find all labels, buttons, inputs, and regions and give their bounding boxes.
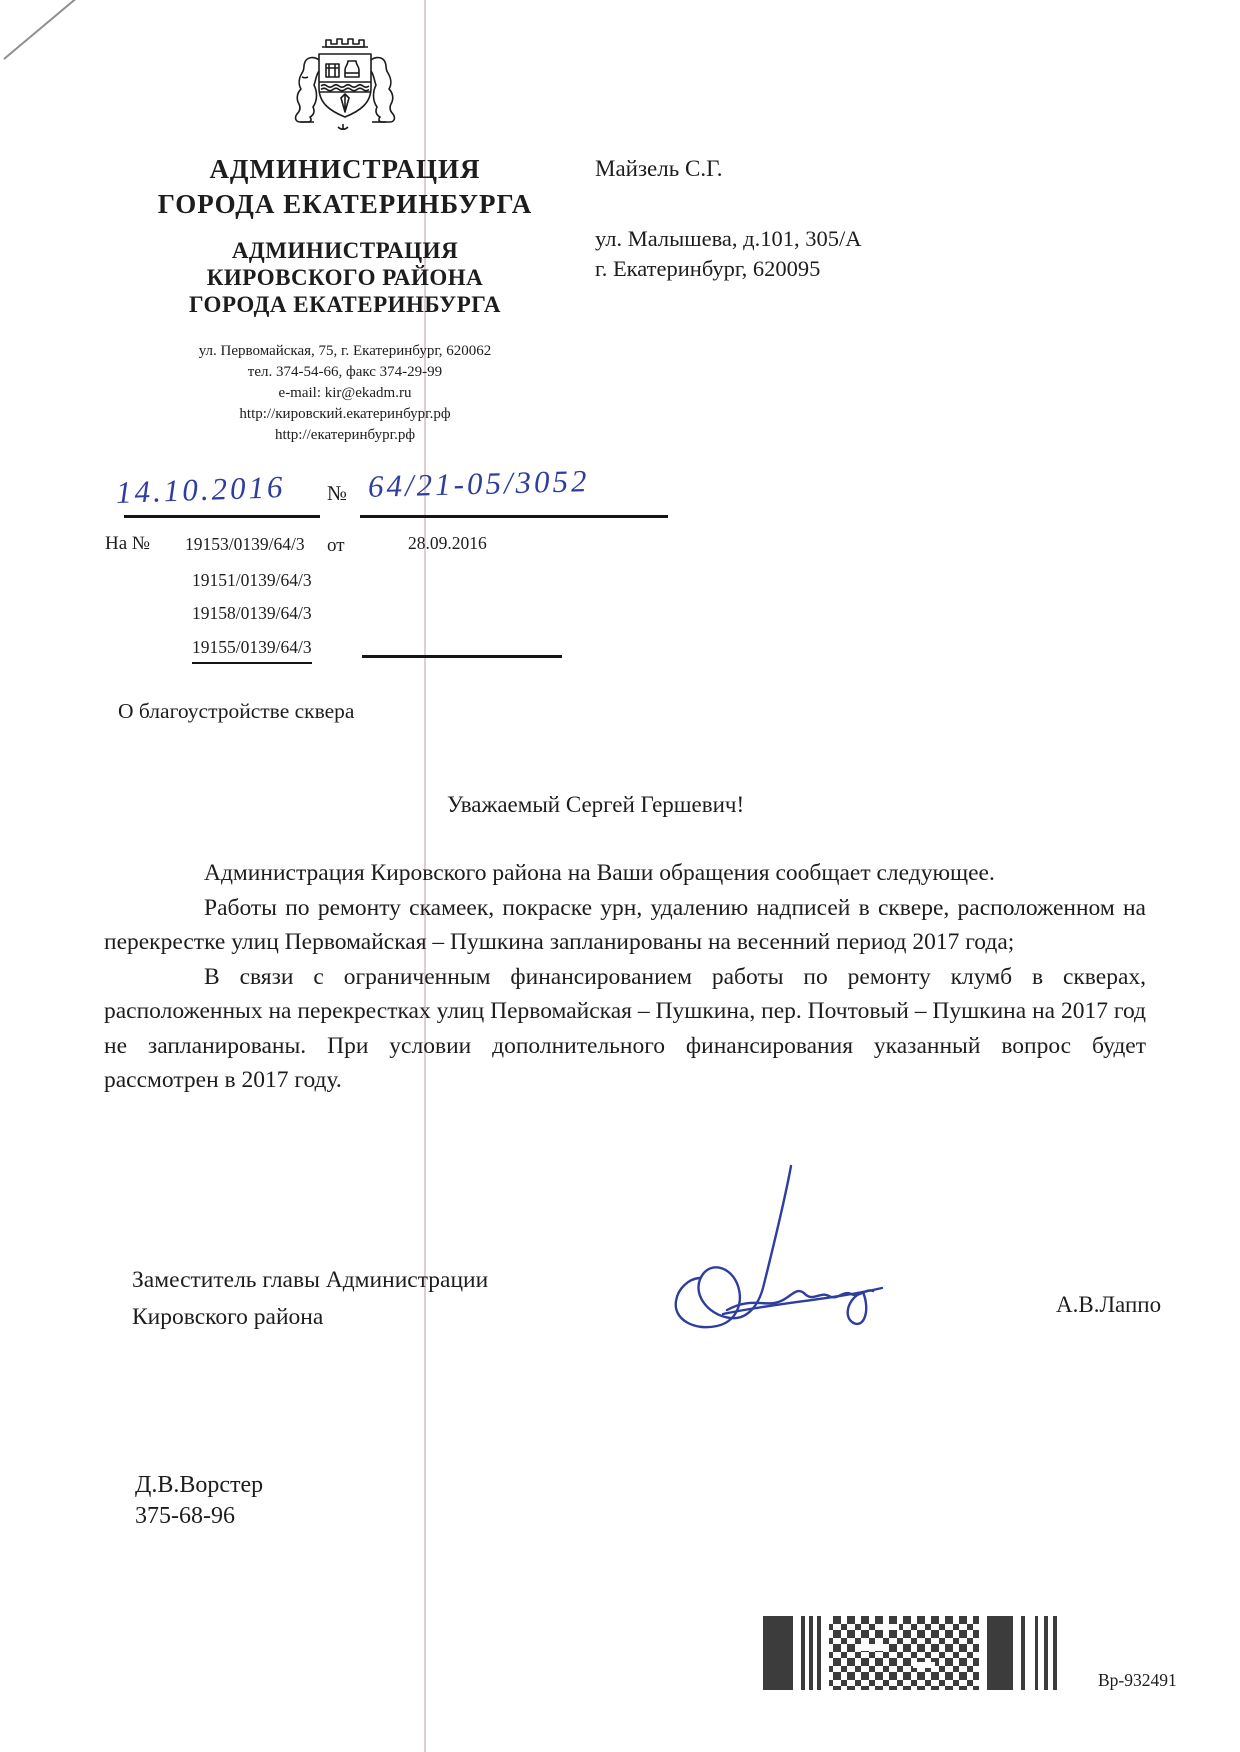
yekaterinburg-coat-of-arms-icon	[287, 30, 399, 141]
incoming-number-4: 19155/0139/64/3	[192, 637, 312, 664]
org-url-city: http://екатеринбург.рф	[274, 427, 416, 443]
number-sign-label: №	[327, 481, 348, 505]
letter-body	[104, 856, 1146, 1098]
incoming-date: 28.09.2016	[408, 533, 487, 553]
handwritten-letter-date: 14.10.2016	[115, 469, 287, 510]
executor-phone: 375-68-96	[135, 1503, 235, 1529]
handwritten-letter-number: 64/21-05/3052	[367, 463, 590, 504]
body-paragraph-3: В связи с ограниченным финансированием работы по ремонту клумб в скверах, расположенных на перекрестках улиц Первомайская – Пушкина, пер. Почтовый – Пушкина на 2017 год не запланированы. При условии дополнительного финансирования указанный вопрос будет рассмотрен в 2017 году.	[104, 963, 1146, 1093]
org-name-district	[135, 237, 555, 318]
incoming-number-2: 19151/0139/64/3	[192, 570, 312, 590]
registration-barcode	[763, 1616, 1091, 1695]
barcode-label: Вр-932491	[1098, 1670, 1177, 1690]
org-district-line3: ГОРОДА ЕКАТЕРИНБУРГА	[189, 292, 501, 317]
signer-name: А.В.Лаппо	[1056, 1292, 1162, 1317]
date-underline	[124, 515, 320, 518]
executor-name: Д.В.Ворстер	[135, 1472, 264, 1498]
signer-title	[132, 1262, 488, 1336]
scan-diagonal-artifact	[3, 0, 93, 60]
org-district-line2: КИРОВСКОГО РАЙОНА	[206, 265, 484, 290]
from-date-label: от	[327, 535, 345, 556]
org-phone-fax: тел. 374-54-66, факс 374-29-99	[247, 364, 443, 380]
org-email: e-mail: kir@ekadm.ru	[278, 385, 412, 401]
recipient-address-city: г. Екатеринбург, 620095	[595, 256, 821, 281]
salutation: Уважаемый Сергей Гершевич!	[447, 792, 745, 817]
number-underline	[360, 515, 668, 518]
reference-rule-line	[362, 655, 562, 658]
executor-block	[135, 1470, 263, 1532]
recipient-name: Майзель С.Г.	[595, 156, 723, 181]
org-contact-block	[135, 341, 555, 446]
signer-title-line1: Заместитель главы Администрации	[132, 1267, 489, 1293]
signer-title-line2: Кировского района	[132, 1304, 324, 1330]
org-district-line1: АДМИНИСТРАЦИЯ	[231, 238, 459, 263]
incoming-number-1: 19153/0139/64/3	[185, 534, 305, 554]
recipient-address-street: ул. Малышева, д.101, 305/А	[595, 226, 862, 251]
org-name-city	[135, 152, 555, 222]
handwritten-signature	[635, 1160, 925, 1340]
org-city-line2: ГОРОДА ЕКАТЕРИНБУРГА	[157, 189, 533, 219]
body-paragraph-2: Работы по ремонту скамеек, покраске урн, удалению надписей в сквере, расположенном на перекрестке улиц Первомайская – Пушкина запланированы на весенний период 2017 года;	[104, 894, 1146, 955]
on-number-label: На №	[105, 533, 151, 554]
org-city-line1: АДМИНИСТРАЦИЯ	[209, 154, 481, 184]
org-url-district: http://кировский.екатеринбург.рф	[239, 406, 451, 422]
letter-subject: О благоустройстве сквера	[118, 699, 355, 723]
body-paragraph-1: Администрация Кировского района на Ваши обращения сообщает следующее.	[204, 860, 995, 886]
incoming-number-3: 19158/0139/64/3	[192, 603, 312, 623]
org-postal-address: ул. Первомайская, 75, г. Екатеринбург, 620062	[198, 343, 492, 359]
